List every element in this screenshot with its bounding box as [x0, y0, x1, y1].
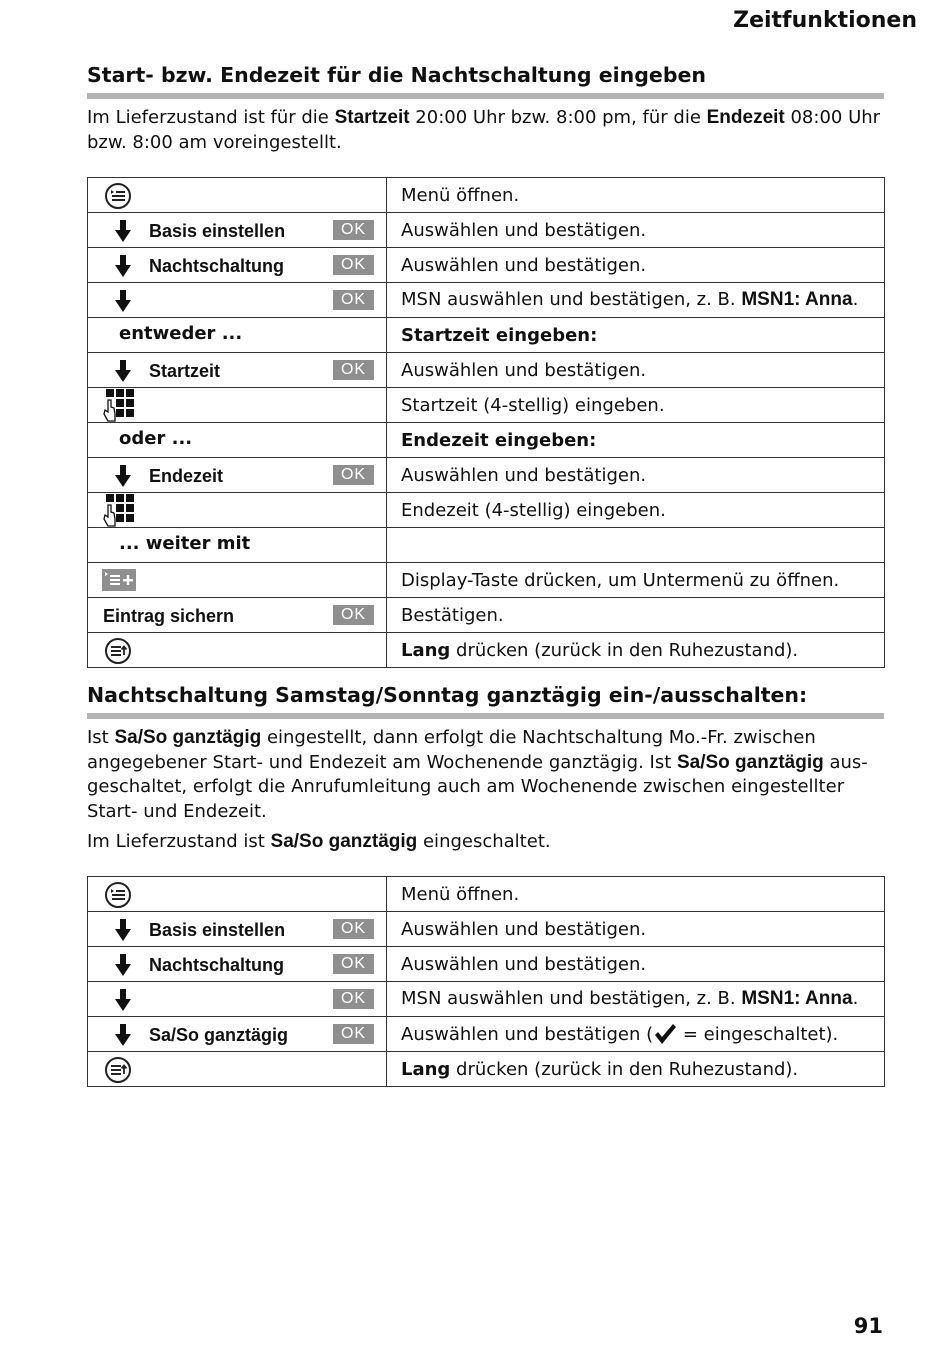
table-row [88, 178, 885, 213]
menu-item-label: Basis einstellen [149, 221, 286, 241]
step-description: Auswählen und bestätigen. [387, 353, 885, 388]
display-key-icon [102, 569, 136, 591]
table-row [88, 423, 885, 458]
navigate-down-icon [114, 988, 132, 1012]
weekend-paragraph: Ist Sa/So ganztägig eingestellt, dann erfolgt die Nachtschaltung Mo.-Fr. zwischen angegebener Start- und Endezeit am Wochenende ganztägig. Ist Sa/So ganztägig aus- geschaltet, erfolgt die Anrufumleitung auch am Wochenende zwischen eingestellter Start- und Endezeit. [87, 727, 868, 822]
table-row [88, 458, 885, 493]
subheading-continue: ... weiter mit [119, 533, 251, 554]
step-description: Endezeit (4-stellig) eingeben. [387, 493, 885, 528]
ok-key: OK [333, 465, 374, 485]
step-description: Menü öffnen. [387, 178, 885, 213]
intro-paragraph: Im Lieferzustand ist für die Startzeit 20:00 Uhr bzw. 8:00 pm, für die Endezeit 08:00 Uhr bzw. 8:00 am voreingestellt. [87, 107, 881, 153]
step-description: Auswählen und bestätigen. [387, 213, 885, 248]
step-description: Auswählen und bestätigen. [387, 248, 885, 283]
menu-key-icon [104, 881, 132, 909]
end-key-icon [104, 637, 132, 665]
step-description: Display-Taste drücken, um Untermenü zu öffnen. [387, 563, 885, 598]
end-key-icon [104, 1056, 132, 1084]
table-row [88, 283, 885, 318]
step-description: Auswählen und bestätigen ( = eingeschaltet). [387, 1017, 885, 1052]
section-rule [87, 93, 884, 99]
table-row [88, 213, 885, 248]
ok-key: OK [333, 1024, 374, 1044]
table-row [88, 318, 885, 353]
menu-item-label: Sa/So ganztägig [149, 1025, 289, 1045]
table-row [88, 388, 885, 423]
table-row [88, 982, 885, 1017]
step-heading: Endezeit eingeben: [387, 423, 885, 458]
menu-item-label: Startzeit [149, 361, 221, 381]
step-description: Lang drücken (zurück in den Ruhezustand). [387, 1052, 885, 1087]
subheading-either: entweder ... [119, 323, 243, 344]
page-number: 91 [853, 1314, 883, 1338]
keypad-entry-icon [102, 493, 138, 529]
step-description: Bestätigen. [387, 598, 885, 633]
step-description: MSN auswählen und bestätigen, z. B. MSN1: Anna. [387, 982, 885, 1017]
section-rule [87, 713, 884, 719]
table-row [88, 947, 885, 982]
step-description: Auswählen und bestätigen. [387, 947, 885, 982]
chapter-title: Zeitfunktionen [733, 8, 917, 33]
default-state-paragraph: Im Lieferzustand ist Sa/So ganztägig eingeschaltet. [87, 831, 551, 852]
step-description: Startzeit (4-stellig) eingeben. [387, 388, 885, 423]
ok-key: OK [333, 919, 374, 939]
table-row [88, 528, 885, 563]
navigate-down-icon [114, 464, 132, 488]
table-row [88, 912, 885, 947]
navigate-down-icon [114, 219, 132, 243]
table-row [88, 563, 885, 598]
step-description [387, 528, 885, 563]
steps-table-weekend [87, 876, 885, 1087]
ok-key: OK [333, 220, 374, 240]
ok-key: OK [333, 605, 374, 625]
section-title-start-end-time: Start- bzw. Endezeit für die Nachtschaltung eingeben [87, 63, 707, 87]
navigate-down-icon [114, 953, 132, 977]
table-row [88, 633, 885, 668]
ok-key: OK [333, 255, 374, 275]
navigate-down-icon [114, 1023, 132, 1047]
section-title-weekend: Nachtschaltung Samstag/Sonntag ganztägig ein-/ausschalten: [87, 683, 808, 707]
step-description: Menü öffnen. [387, 877, 885, 912]
table-row [88, 598, 885, 633]
navigate-down-icon [114, 359, 132, 383]
menu-item-label: Basis einstellen [149, 920, 286, 940]
navigate-down-icon [114, 289, 132, 313]
step-description: MSN auswählen und bestätigen, z. B. MSN1: Anna. [387, 283, 885, 318]
menu-item-label: Nachtschaltung [149, 955, 285, 975]
table-row [88, 493, 885, 528]
navigate-down-icon [114, 254, 132, 278]
table-row [88, 353, 885, 388]
step-description: Auswählen und bestätigen. [387, 912, 885, 947]
step-description: Lang drücken (zurück in den Ruhezustand). [387, 633, 885, 668]
table-row [88, 1017, 885, 1052]
table-row [88, 1052, 885, 1087]
menu-item-label: Eintrag sichern [103, 606, 235, 626]
menu-item-label: Nachtschaltung [149, 256, 285, 276]
steps-table-start-end [87, 177, 885, 668]
ok-key: OK [333, 989, 374, 1009]
subheading-or: oder ... [119, 428, 193, 449]
menu-key-icon [104, 182, 132, 210]
ok-key: OK [333, 954, 374, 974]
menu-item-label: Endezeit [149, 466, 224, 486]
ok-key: OK [333, 290, 374, 310]
keypad-entry-icon [102, 388, 138, 424]
table-row [88, 248, 885, 283]
navigate-down-icon [114, 918, 132, 942]
step-heading: Startzeit eingeben: [387, 318, 885, 353]
step-description: Auswählen und bestätigen. [387, 458, 885, 493]
table-row [88, 877, 885, 912]
checkmark-icon [653, 1023, 677, 1045]
ok-key: OK [333, 360, 374, 380]
